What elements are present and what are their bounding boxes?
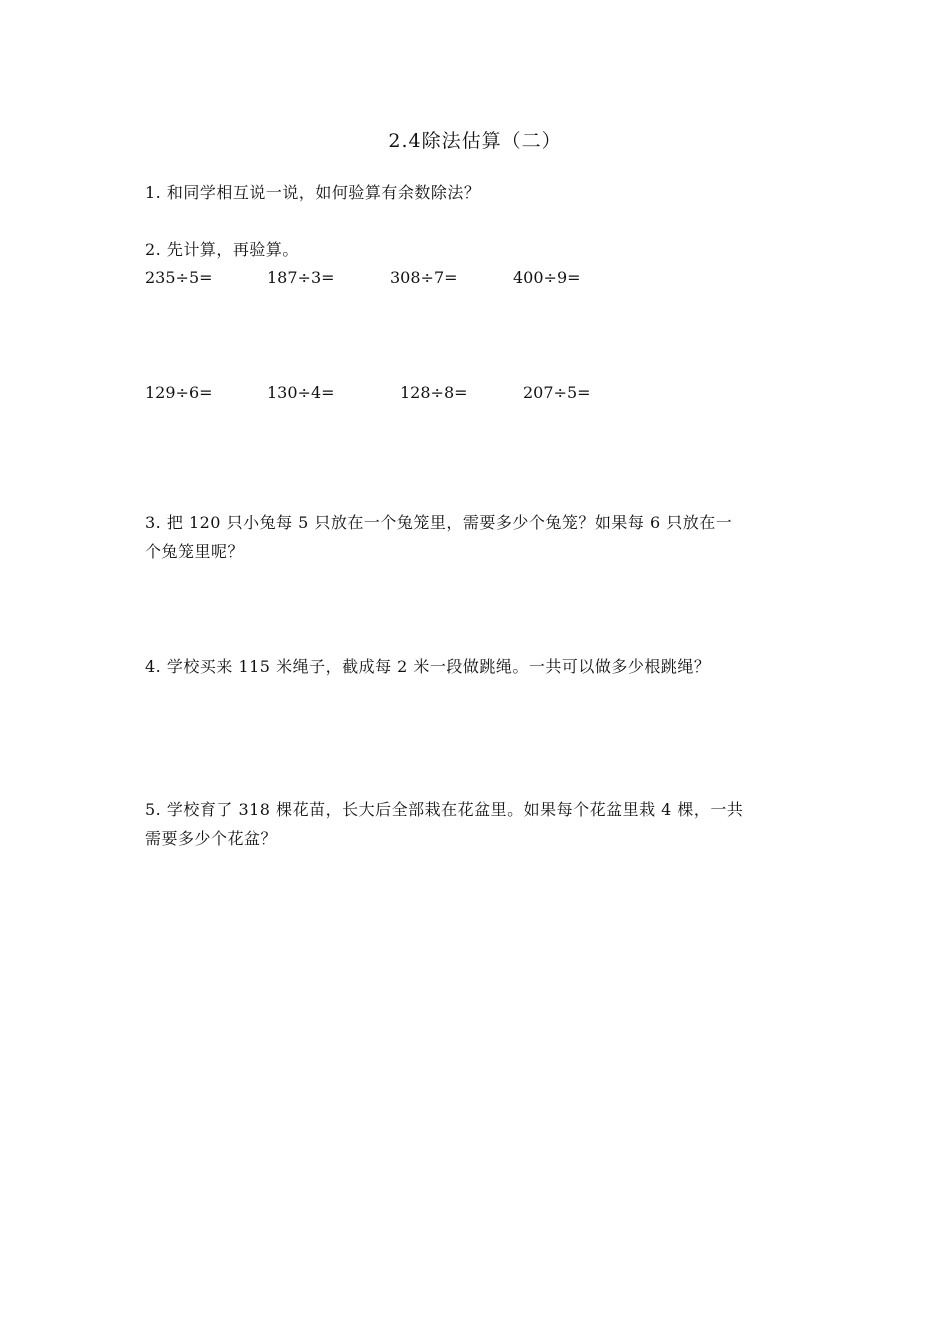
calc-item: 129÷6=	[145, 383, 213, 402]
question-5-line-2: 需要多少个花盆？	[145, 829, 278, 848]
question-3	[145, 508, 815, 566]
calc-item: 130÷4=	[267, 383, 335, 402]
question-3-line-2: 个兔笼里呢？	[145, 542, 245, 561]
question-5	[145, 795, 815, 853]
question-2-prompt: 2. 先计算，再验算。	[145, 240, 299, 259]
question-3-line-1: 3. 把 120 只小兔每 5 只放在一个兔笼里，需要多少个兔笼？如果每 6 只放在一	[145, 513, 733, 532]
question-1: 1. 和同学相互说一说，如何验算有余数除法？	[145, 183, 481, 202]
calc-item: 308÷7=	[390, 268, 458, 287]
page-title: 2.4除法估算（二）	[388, 130, 562, 152]
question-4: 4. 学校买来 115 米绳子，截成每 2 米一段做跳绳。一共可以做多少根跳绳？	[145, 657, 711, 676]
calc-item: 207÷5=	[523, 383, 591, 402]
calc-item: 400÷9=	[513, 268, 581, 287]
calc-item: 187÷3=	[267, 268, 335, 287]
calc-item: 128÷8=	[400, 383, 468, 402]
question-5-line-1: 5. 学校育了 318 棵花苗，长大后全部栽在花盆里。如果每个花盆里栽 4 棵，一共	[145, 800, 744, 819]
calc-item: 235÷5=	[145, 268, 213, 287]
